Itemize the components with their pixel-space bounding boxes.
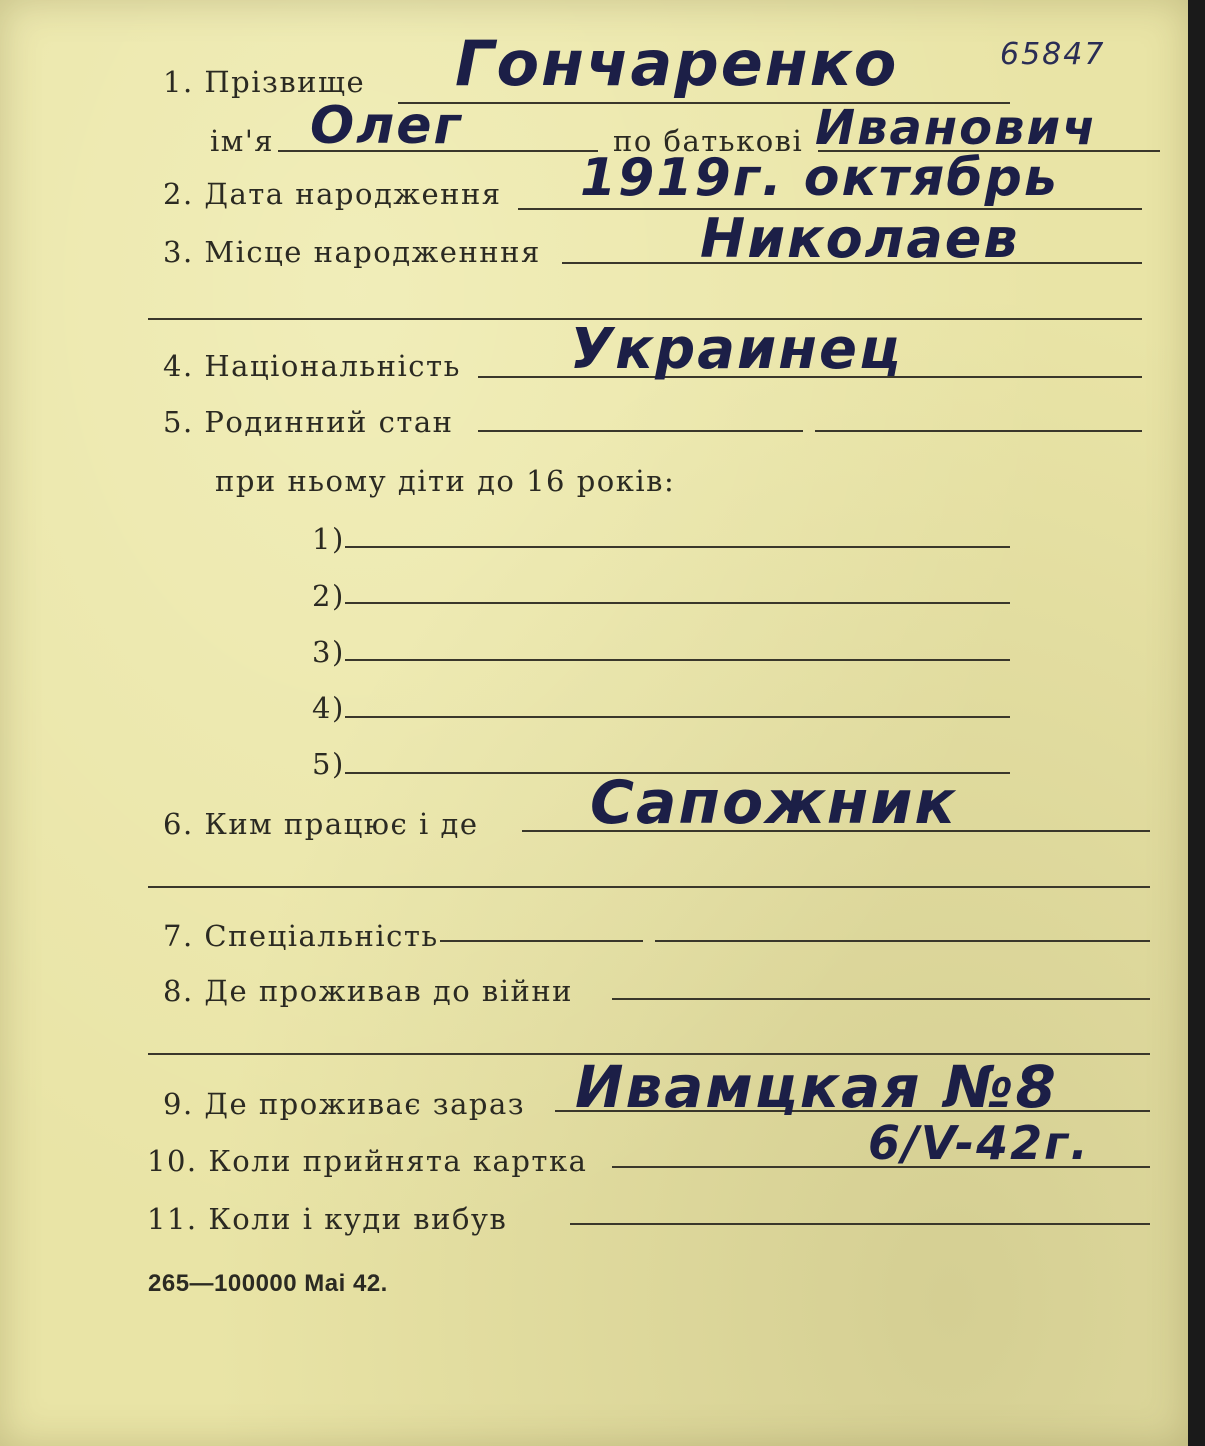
specialty-line-b — [655, 940, 1150, 942]
nationality-value: Украинец — [570, 317, 903, 382]
birthdate-value: 1919г. октябрь — [580, 148, 1059, 208]
current-residence-label: 9. Де проживає зараз — [163, 1087, 526, 1121]
nationality-label: 4. Національність — [163, 349, 461, 383]
child-4-label: 4) — [312, 691, 345, 725]
departure-label: 11. Коли і куди вибув — [147, 1202, 508, 1236]
child-2-line — [345, 602, 1010, 604]
marital-line-b — [815, 430, 1142, 432]
children-label: при ньому діти до 16 років: — [215, 464, 676, 498]
surname-label: 1. Прізвище — [163, 65, 366, 99]
child-3-label: 3) — [312, 635, 345, 669]
card-accepted-value: 6/V-42г. — [868, 1116, 1090, 1170]
birthdate-label: 2. Дата народження — [163, 177, 502, 211]
surname-value: Гончаренко — [455, 27, 899, 100]
birthplace-value: Николаев — [700, 207, 1020, 270]
marital-line-a — [478, 430, 803, 432]
prewar-residence-line — [612, 998, 1150, 1000]
job-line-2 — [148, 886, 1150, 888]
child-5-label: 5) — [312, 747, 345, 781]
card-accepted-label: 10. Коли прийнята картка — [147, 1144, 588, 1178]
job-label: 6. Ким працює і де — [163, 807, 479, 841]
departure-line — [570, 1223, 1150, 1225]
prewar-residence-label: 8. Де проживав до війни — [163, 974, 573, 1008]
specialty-line-a — [440, 940, 643, 942]
current-residence-value: Ивамцкая №8 — [575, 1053, 1058, 1121]
marital-label: 5. Родинний стан — [163, 405, 454, 439]
patronymic-value: Иванович — [815, 100, 1098, 156]
patronymic-label: по батькові — [613, 124, 804, 158]
card-number: 65847 — [1000, 37, 1106, 72]
name-value: Олег — [310, 96, 463, 156]
child-1-line — [345, 546, 1010, 548]
birthplace-label: 3. Місце народженння — [163, 235, 541, 269]
name-label: ім'я — [210, 124, 275, 158]
specialty-label: 7. Спеціальність — [163, 919, 439, 953]
child-4-line — [345, 716, 1010, 718]
child-3-line — [345, 659, 1010, 661]
child-1-label: 1) — [312, 522, 345, 556]
print-info: 265—100000 Mai 42. — [148, 1270, 388, 1297]
child-2-label: 2) — [312, 579, 345, 613]
job-value: Сапожник — [590, 768, 958, 838]
